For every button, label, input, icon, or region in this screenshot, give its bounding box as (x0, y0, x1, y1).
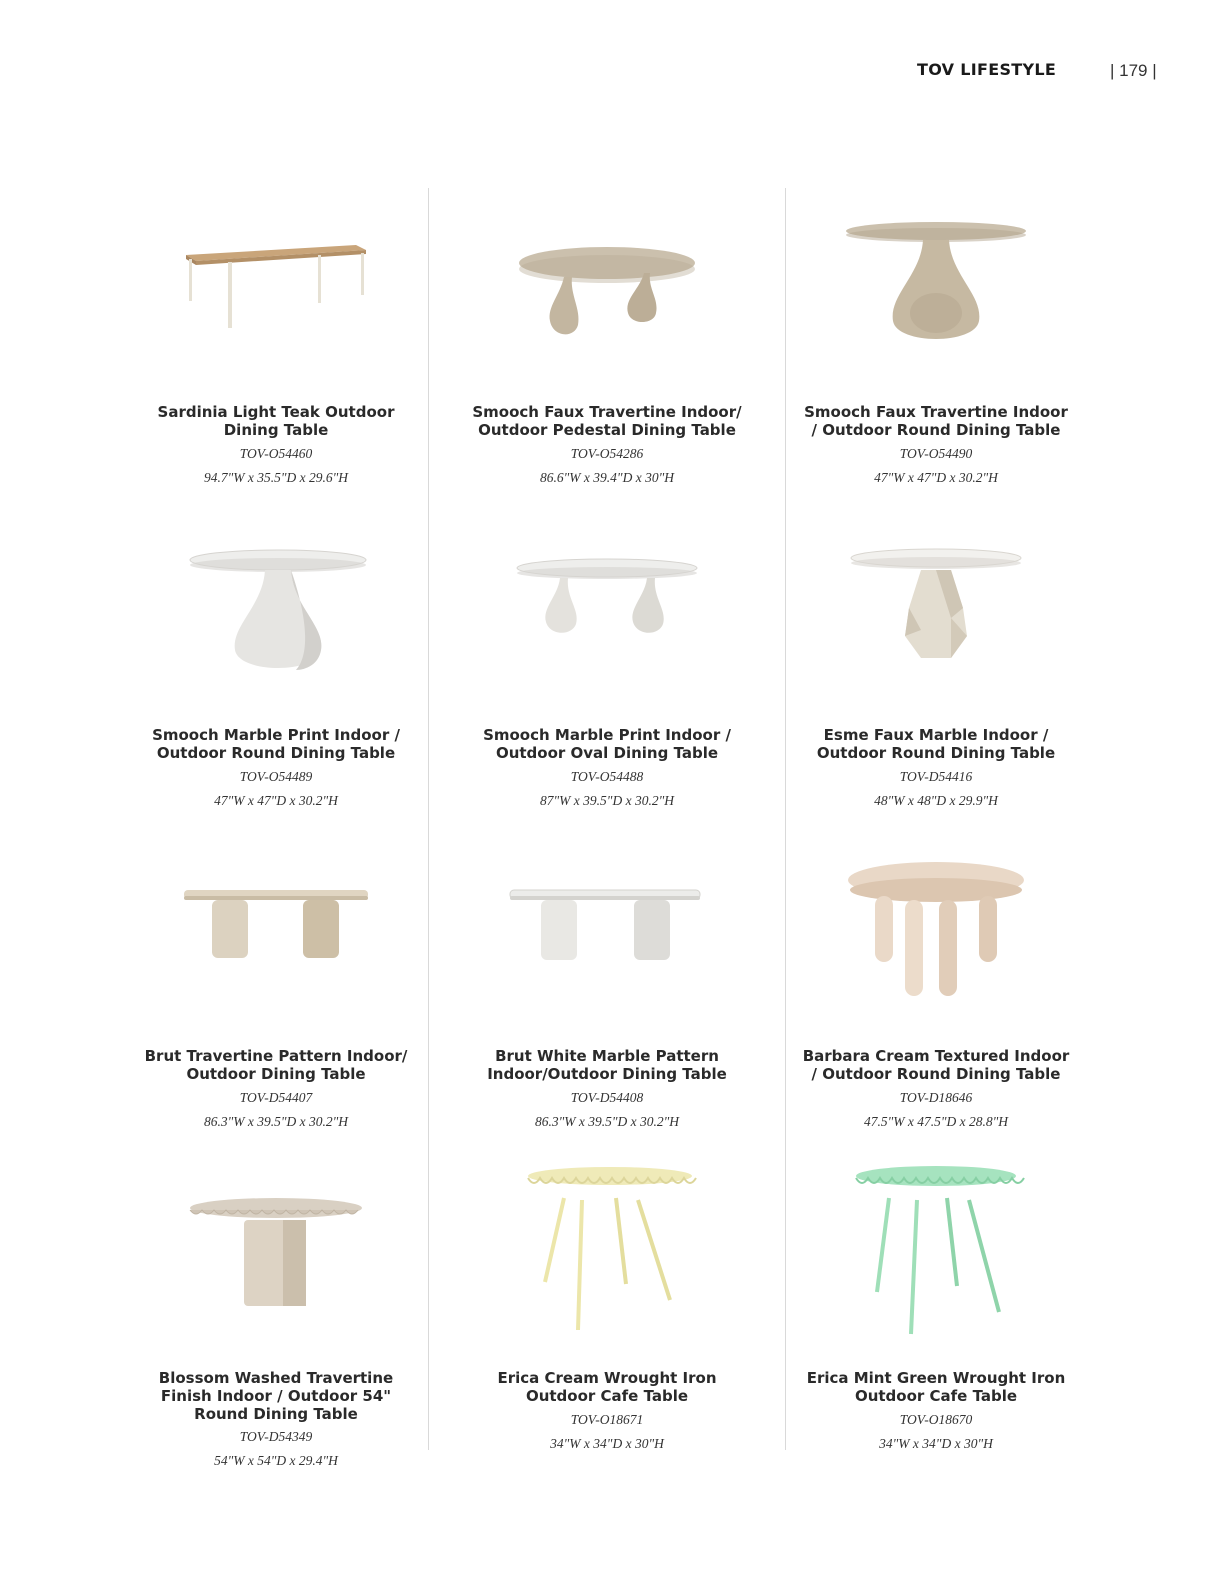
product-name: Outdoor Dining Table (186, 1065, 366, 1083)
round-pedestal-table-icon (771, 195, 1101, 385)
product-sku: TOV-O18671 (570, 1412, 644, 1427)
product-dimensions: 47"W x 47"D x 30.2"H (874, 470, 998, 485)
product-name: Outdoor Round Dining Table (816, 744, 1056, 762)
product-name: Brut White Marble Pattern (495, 1047, 719, 1065)
scalloped-pedestal-table-icon (111, 1162, 441, 1352)
product-name: Smooch Faux Travertine Indoor (804, 403, 1068, 421)
product-sku: TOV-O54490 (899, 446, 973, 461)
column-table-icon (111, 840, 441, 1030)
product-name: Erica Cream Wrought Iron (497, 1369, 717, 1387)
product-sku: TOV-D54407 (239, 1090, 313, 1105)
brand-title: TOV LIFESTYLE (917, 60, 1057, 79)
product-name: Smooch Marble Print Indoor / (152, 726, 400, 744)
four-leg-round-table-icon (771, 840, 1101, 1030)
cafe-table-icon (442, 1162, 772, 1352)
product-sku: TOV-D54416 (899, 769, 973, 784)
product-name: Dining Table (223, 421, 329, 439)
product-dimensions: 34"W x 34"D x 30"H (550, 1436, 664, 1451)
product-name: / Outdoor Round Dining Table (811, 421, 1061, 439)
product-name: Erica Mint Green Wrought Iron (806, 1369, 1066, 1387)
round-pedestal-table-icon (111, 518, 441, 708)
product-sku: TOV-D18646 (899, 1090, 973, 1105)
faceted-pedestal-table-icon (771, 518, 1101, 708)
product-name: Round Dining Table (194, 1405, 358, 1423)
cafe-table-icon (771, 1162, 1101, 1352)
product-sku: TOV-O54488 (570, 769, 644, 784)
page-header (0, 60, 1224, 86)
oval-pedestal-table-icon (442, 518, 772, 708)
product-sku: TOV-O54286 (570, 446, 644, 461)
product-name: Esme Faux Marble Indoor / (823, 726, 1049, 744)
product-sku: TOV-D54408 (570, 1090, 644, 1105)
product-name: Brut Travertine Pattern Indoor/ (144, 1047, 408, 1065)
teak-table-icon (111, 195, 441, 385)
product-name: Outdoor Round Dining Table (156, 744, 396, 762)
product-name: Outdoor Oval Dining Table (495, 744, 719, 762)
product-name: Outdoor Pedestal Dining Table (478, 421, 736, 439)
oval-pedestal-table-icon (442, 195, 772, 385)
product-name: Finish Indoor / Outdoor 54" (160, 1387, 392, 1405)
product-dimensions: 34"W x 34"D x 30"H (879, 1436, 993, 1451)
product-dimensions: 87"W x 39.5"D x 30.2"H (540, 793, 674, 808)
product-dimensions: 47"W x 47"D x 30.2"H (214, 793, 338, 808)
product-name: Barbara Cream Textured Indoor (802, 1047, 1070, 1065)
product-name: Indoor/Outdoor Dining Table (487, 1065, 727, 1083)
product-name: / Outdoor Round Dining Table (811, 1065, 1061, 1083)
product-dimensions: 48"W x 48"D x 29.9"H (874, 793, 998, 808)
page-number: | 179 | (1110, 61, 1157, 80)
column-table-icon (442, 840, 772, 1030)
product-dimensions: 54"W x 54"D x 29.4"H (214, 1453, 338, 1468)
product-dimensions: 86.3"W x 39.5"D x 30.2"H (203, 1114, 349, 1129)
product-sku: TOV-O54489 (239, 769, 313, 784)
product-name: Smooch Marble Print Indoor / (483, 726, 731, 744)
product-dimensions: 47.5"W x 47.5"D x 28.8"H (863, 1114, 1009, 1129)
product-name: Outdoor Cafe Table (854, 1387, 1018, 1405)
product-sku: TOV-O18670 (899, 1412, 973, 1427)
product-name: Sardinia Light Teak Outdoor (157, 403, 395, 421)
product-name: Outdoor Cafe Table (525, 1387, 689, 1405)
product-dimensions: 86.6"W x 39.4"D x 30"H (540, 470, 674, 485)
product-dimensions: 86.3"W x 39.5"D x 30.2"H (534, 1114, 680, 1129)
product-dimensions: 94.7"W x 35.5"D x 29.6"H (203, 470, 349, 485)
product-sku: TOV-D54349 (239, 1429, 313, 1444)
product-name: Blossom Washed Travertine (158, 1369, 394, 1387)
product-name: Smooch Faux Travertine Indoor/ (472, 403, 742, 421)
product-sku: TOV-O54460 (239, 446, 313, 461)
